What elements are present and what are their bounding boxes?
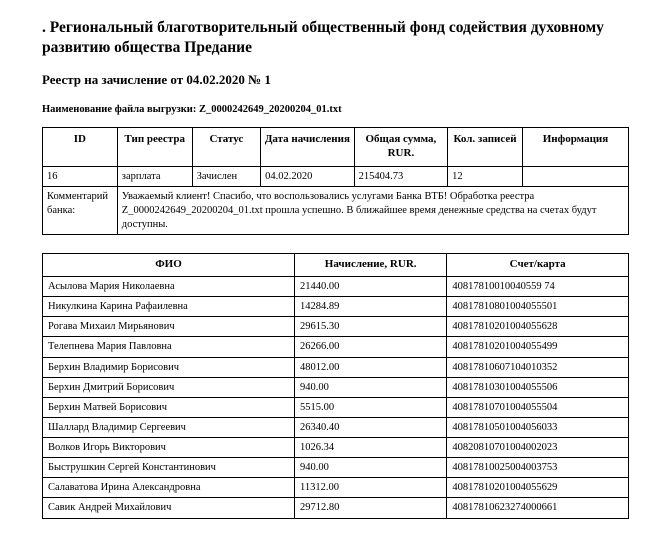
cell-amount: 1026.34 xyxy=(294,438,446,458)
cell-status: Зачислен xyxy=(192,166,261,187)
table-row xyxy=(43,277,629,297)
table-row xyxy=(43,417,629,437)
column-header-id: ID xyxy=(43,128,118,167)
cell-account: 40817810501004056033 xyxy=(447,417,629,437)
table-row xyxy=(43,478,629,498)
cell-fio: Берхин Владимир Борисович xyxy=(43,357,295,377)
cell-amount: 940.00 xyxy=(294,377,446,397)
cell-fio: Асылова Мария Николаевна xyxy=(43,277,295,297)
cell-amount: 5515.00 xyxy=(294,397,446,417)
cell-account: 40817810010040559 74 xyxy=(447,277,629,297)
table-row xyxy=(43,317,629,337)
column-header-type: Тип реестра xyxy=(117,128,192,167)
table-row-comment xyxy=(43,187,629,235)
cell-account: 40817810801004055501 xyxy=(447,297,629,317)
cell-fio: Берхин Дмитрий Борисович xyxy=(43,377,295,397)
comment-label: Комментарий банка: xyxy=(43,187,118,235)
cell-id: 16 xyxy=(43,166,118,187)
cell-fio: Салаватова Ирина Александровна xyxy=(43,478,295,498)
cell-account: 40817810301004055506 xyxy=(447,377,629,397)
column-header-fio: ФИО xyxy=(43,254,295,277)
cell-fio: Шаллард Владимир Сергеевич xyxy=(43,417,295,437)
cell-account: 40817810623274000661 xyxy=(447,498,629,518)
cell-amount: 14284.89 xyxy=(294,297,446,317)
payments-table xyxy=(42,253,629,518)
registry-summary-table xyxy=(42,127,629,235)
cell-amount: 29615.30 xyxy=(294,317,446,337)
column-header-count: Кол. записей xyxy=(448,128,523,167)
cell-fio: Волков Игорь Викторович xyxy=(43,438,295,458)
cell-type: зарплата xyxy=(117,166,192,187)
cell-account: 40817810201004055499 xyxy=(447,337,629,357)
table-header-row xyxy=(43,128,629,167)
cell-amount: 29712.80 xyxy=(294,498,446,518)
export-file-name: Наименование файла выгрузки: Z_0000242649_20200204_01.txt xyxy=(42,104,342,116)
cell-account: 40817810201004055629 xyxy=(447,478,629,498)
cell-fio: Быструшкин Сергей Константинович xyxy=(43,458,295,478)
table-row xyxy=(43,438,629,458)
cell-date: 04.02.2020 xyxy=(261,166,355,187)
registry-subtitle: Реестр на зачисление от 04.02.2020 № 1 xyxy=(42,72,271,88)
column-header-total: Общая сумма, RUR. xyxy=(354,128,448,167)
cell-account: 40817810701004055504 xyxy=(447,397,629,417)
cell-amount: 11312.00 xyxy=(294,478,446,498)
page-title: . Региональный благотворительный общественный фонд содействия духовному развитию общества Предание xyxy=(42,19,604,57)
cell-amount: 21440.00 xyxy=(294,277,446,297)
section-divider xyxy=(42,235,629,253)
table-row xyxy=(43,458,629,478)
cell-fio: Берхин Матвей Борисович xyxy=(43,397,295,417)
table-header-row xyxy=(43,254,629,277)
cell-fio: Савик Андрей Михайлович xyxy=(43,498,295,518)
cell-account: 40817810025004003753 xyxy=(447,458,629,478)
cell-fio: Никулкина Карина Рафаилевна xyxy=(43,297,295,317)
cell-amount: 26340.40 xyxy=(294,417,446,437)
cell-account: 40817810607104010352 xyxy=(447,357,629,377)
cell-account: 40820810701004002023 xyxy=(447,438,629,458)
cell-fio: Рогава Михаил Мирьянович xyxy=(43,317,295,337)
payments-table-body xyxy=(43,277,629,519)
comment-text: Уважаемый клиент! Спасибо, что воспользовались услугами Банка ВТБ! Обработка реестра Z_0000242649_20200204_01.txt прошла успешно. В ближайшее время денежные средства на счетах будут доступны. xyxy=(117,187,628,235)
column-header-account: Счет/карта xyxy=(447,254,629,277)
cell-count: 12 xyxy=(448,166,523,187)
cell-amount: 940.00 xyxy=(294,458,446,478)
column-header-status: Статус xyxy=(192,128,261,167)
table-row xyxy=(43,397,629,417)
column-header-date: Дата начисления xyxy=(261,128,355,167)
cell-info xyxy=(522,166,628,187)
cell-amount: 26266.00 xyxy=(294,337,446,357)
column-header-amount: Начисление, RUR. xyxy=(294,254,446,277)
cell-account: 40817810201004055628 xyxy=(447,317,629,337)
table-row xyxy=(43,337,629,357)
column-header-info: Информация xyxy=(522,128,628,167)
table-row xyxy=(43,357,629,377)
table-row xyxy=(43,377,629,397)
cell-fio: Телепнева Мария Павловна xyxy=(43,337,295,357)
table-row xyxy=(43,498,629,518)
table-row xyxy=(43,297,629,317)
cell-amount: 48012.00 xyxy=(294,357,446,377)
cell-total: 215404.73 xyxy=(354,166,448,187)
table-row xyxy=(43,166,629,187)
